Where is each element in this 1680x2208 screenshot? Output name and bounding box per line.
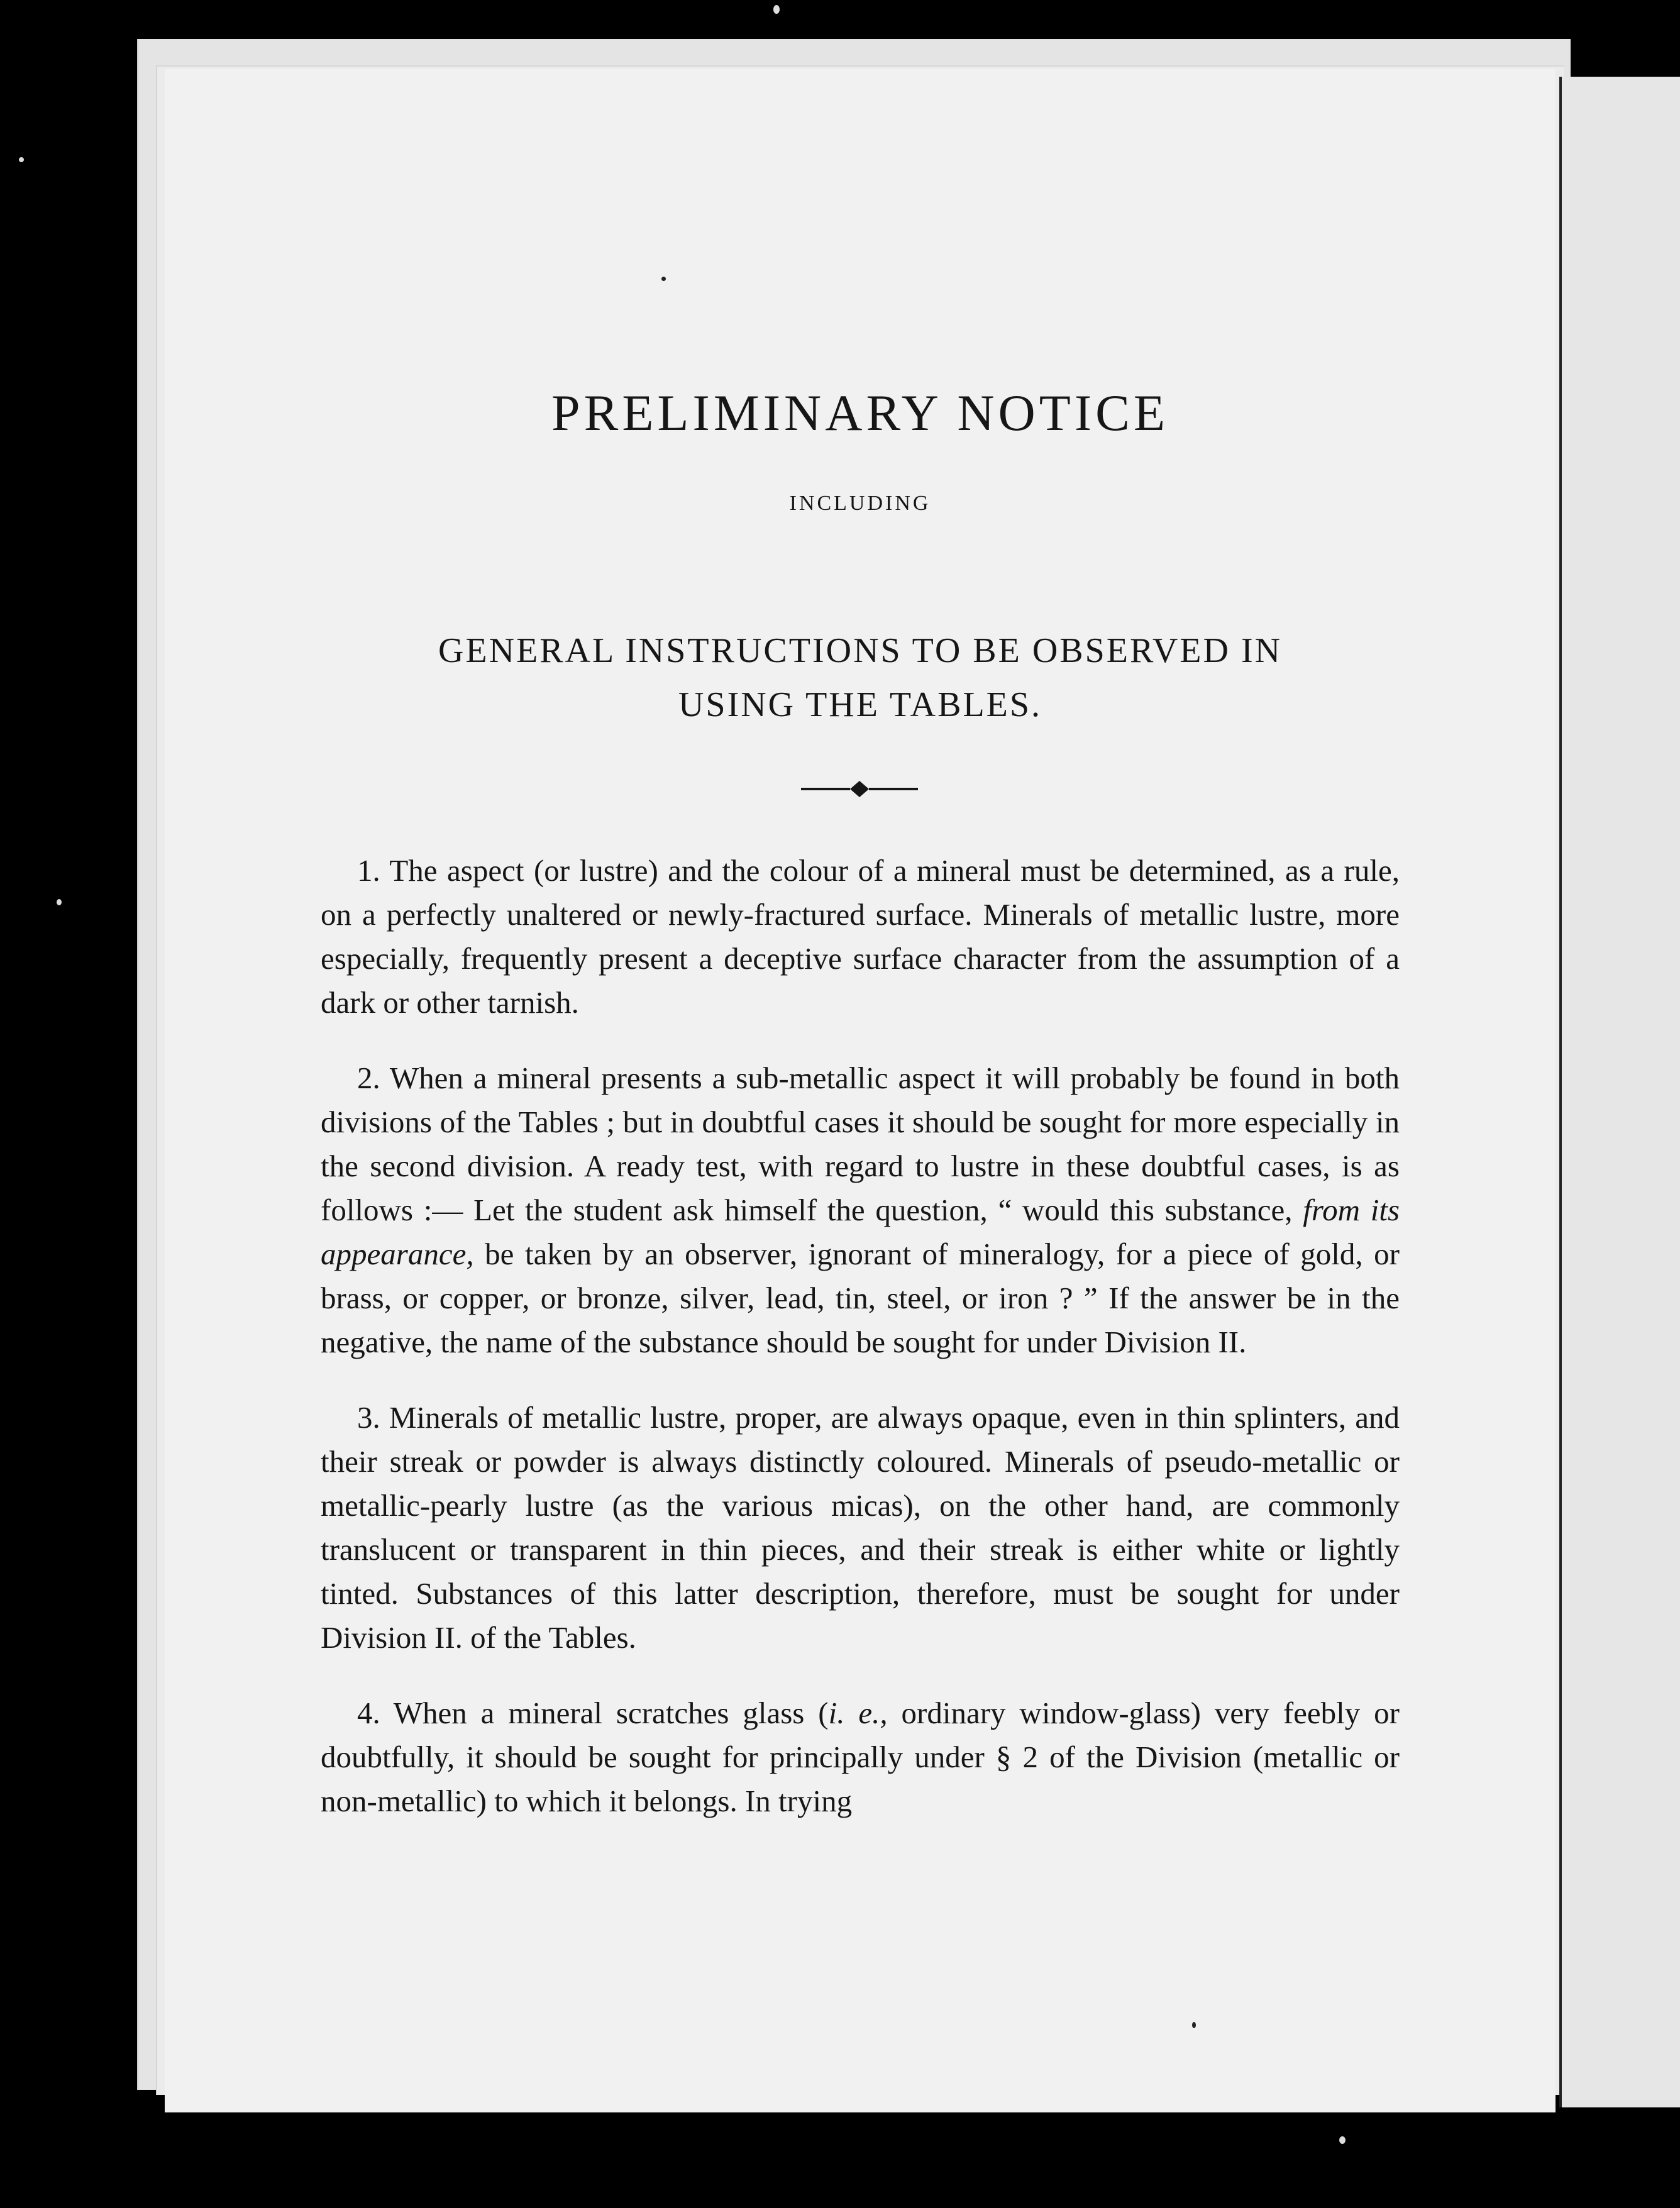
document-page — [165, 69, 1556, 2112]
paragraph-4 — [321, 1691, 1400, 1823]
paragraph-text: The aspect (or lustre) and the colour of a mineral must be determined, as a rule, on a perfectly unaltered or newly-fractured surface. Minerals of metallic lustre, more especially, frequently present a deceptive surface character from the assumption of a dark or other tarnish. — [321, 853, 1400, 1020]
page-subtitle — [433, 624, 1288, 732]
subtitle-text: GENERAL INSTRUCTIONS TO BE OBSERVED IN USING THE TABLES. — [438, 631, 1283, 724]
including-label: INCLUDING — [789, 492, 931, 515]
paragraph-3 — [321, 1396, 1400, 1660]
scan-speck — [1339, 2136, 1346, 2144]
paragraph-1 — [321, 849, 1400, 1025]
paragraph-number: 1. — [357, 853, 380, 888]
paragraph-text-continued: ordinary window-glass) very feebly or doubtfully, it should be sought for principally under § 2 of the Division (metallic or non-metallic) to which it belongs. In trying — [321, 1696, 1400, 1818]
paragraph-text: When a mineral scratches glass ( — [393, 1696, 829, 1730]
paragraph-2 — [321, 1056, 1400, 1364]
paragraph-text: When a mineral presents a sub-metallic aspect it will probably be found in both divisions of the Tables ; but in doubtful cases it should be sought for more especially in the second division. A ready test, with regard to lustre in these doubtful cases, is as follows :— Let the student ask himself the question, “ would this substance, — [321, 1061, 1400, 1227]
paragraph-emphasis: i. e., — [828, 1696, 888, 1730]
scan-speck — [57, 899, 62, 905]
paragraph-number: 4. — [357, 1696, 380, 1730]
page-title: PRELIMINARY NOTICE — [551, 384, 1169, 441]
scan-speck — [19, 157, 24, 162]
notice-body — [321, 849, 1400, 1855]
paragraph-text-continued: be taken by an observer, ignorant of mineralogy, for a piece of gold, or brass, or copper, or bronze, silver, lead, tin, steel, or iron ? ” If the answer be in the negative, the name of the substance should be sought for under Division II. — [321, 1237, 1400, 1359]
paragraph-emphasis: from its appearance, — [321, 1193, 1400, 1271]
scan-speck — [773, 5, 780, 14]
scan-speck — [661, 277, 666, 281]
paragraph-number: 3. — [357, 1400, 380, 1435]
facing-page-edge — [1559, 77, 1680, 2107]
ornament-divider-icon — [801, 780, 918, 798]
paragraph-text: Minerals of metallic lustre, proper, are always opaque, even in thin splinters, and their streak or powder is always distinctly coloured. Minerals of pseudo-metallic or metallic-pearly lustre (as the various micas), on the other hand, are commonly translucent or transparent in thin pieces, and their streak is either white or lightly tinted. Substances of this latter description, therefore, must be sought for under Division II. of the Tables. — [321, 1400, 1400, 1655]
scan-speck — [1192, 2022, 1196, 2028]
paragraph-number: 2. — [357, 1061, 380, 1095]
